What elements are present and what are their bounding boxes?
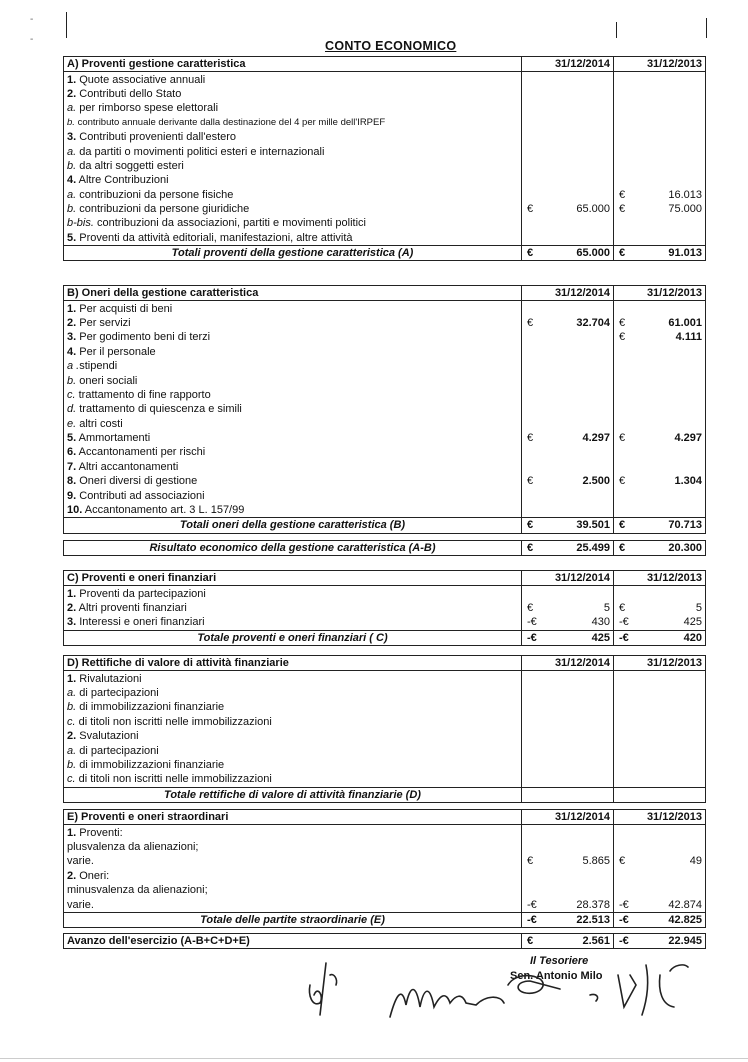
- row-label: b-bis. contribuzioni da associazioni, partiti e movimenti politici: [64, 216, 522, 230]
- table-row: [64, 503, 706, 518]
- table-row: [64, 388, 706, 402]
- total-2013: € 70.713: [614, 518, 706, 533]
- row-label: minusvalenza da alienazioni;: [64, 883, 522, 897]
- section-heading: B) Oneri della gestione caratteristica: [64, 286, 522, 301]
- row-label: b. contributo annuale derivante dalla destinazione del 4 per mille dell'IRPEF: [64, 116, 522, 130]
- value-2014: [522, 729, 614, 743]
- value-2013: [614, 772, 706, 787]
- row-label: b. oneri sociali: [64, 373, 522, 387]
- table-row: [64, 586, 706, 601]
- value-2014: [522, 586, 614, 601]
- value-2013: [614, 700, 706, 714]
- table-row: [64, 869, 706, 883]
- section-b-table: [63, 285, 706, 534]
- signature-role: Il Tesoriere: [530, 955, 589, 967]
- row-label: varie.: [64, 854, 522, 868]
- table-row: [64, 758, 706, 772]
- avanzo-2013: -€ 22.945: [614, 934, 706, 949]
- section-heading: D) Rettifiche di valore di attività finanziarie: [64, 656, 522, 671]
- signature-name: Sen. Antonio Milo: [510, 970, 603, 982]
- row-label: 2. Altri proventi finanziari: [64, 601, 522, 615]
- value-2014: [522, 116, 614, 130]
- value-2013: [614, 686, 706, 700]
- value-2013: [614, 130, 706, 144]
- value-2014: [522, 345, 614, 359]
- column-header-2013: 31/12/2013: [614, 656, 706, 671]
- row-label: a. per rimborso spese elettorali: [64, 101, 522, 115]
- row-label: 2. Contributi dello Stato: [64, 87, 522, 101]
- section-d-table: [63, 655, 706, 803]
- row-label: a. contribuzioni da persone fisiche: [64, 188, 522, 202]
- value-2013: -€ 425: [614, 615, 706, 630]
- value-2013: [614, 402, 706, 416]
- section-heading: C) Proventi e oneri finanziari: [64, 571, 522, 586]
- table-row: [64, 87, 706, 101]
- value-2013: [614, 758, 706, 772]
- table-row: [64, 359, 706, 373]
- row-label: 2. Per servizi: [64, 316, 522, 330]
- total-label: Totale rettifiche di valore di attività finanziarie (D): [64, 787, 522, 802]
- scan-mark: -: [30, 14, 34, 25]
- top-rule-right: [616, 22, 617, 38]
- value-2013: € 16.013: [614, 188, 706, 202]
- total-2013: -€ 42.825: [614, 912, 706, 927]
- column-header-2013: 31/12/2013: [614, 810, 706, 825]
- total-2014: -€ 425: [522, 630, 614, 645]
- value-2014: € 65.000: [522, 202, 614, 216]
- table-row: [64, 743, 706, 757]
- total-2014: € 65.000: [522, 246, 614, 261]
- avanzo-2014: € 2.561: [522, 934, 614, 949]
- row-label: b. di immobilizzazioni finanziarie: [64, 700, 522, 714]
- row-label: b. da altri soggetti esteri: [64, 159, 522, 173]
- value-2014: [522, 503, 614, 518]
- row-label: e. altri costi: [64, 417, 522, 431]
- value-2013: € 49: [614, 854, 706, 868]
- value-2014: [522, 359, 614, 373]
- row-label: 3. Per godimento beni di terzi: [64, 330, 522, 344]
- value-2013: [614, 373, 706, 387]
- row-label: 1. Per acquisti di beni: [64, 301, 522, 316]
- row-label: 5. Proventi da attività editoriali, manifestazioni, altre attività: [64, 231, 522, 246]
- row-label: a. da partiti o movimenti politici esteri e internazionali: [64, 144, 522, 158]
- row-label: a .stipendi: [64, 359, 522, 373]
- row-label: c. di titoli non iscritti nelle immobilizzazioni: [64, 772, 522, 787]
- value-2014: [522, 87, 614, 101]
- value-2013: [614, 743, 706, 757]
- row-label: 2. Oneri:: [64, 869, 522, 883]
- value-2013: [614, 586, 706, 601]
- value-2014: [522, 216, 614, 230]
- section-heading: E) Proventi e oneri straordinari: [64, 810, 522, 825]
- value-2014: [522, 869, 614, 883]
- value-2013: € 61.001: [614, 316, 706, 330]
- value-2013: [614, 87, 706, 101]
- table-row: [64, 854, 706, 868]
- table-row: [64, 417, 706, 431]
- value-2014: [522, 130, 614, 144]
- value-2014: [522, 159, 614, 173]
- row-label: 1. Proventi da partecipazioni: [64, 586, 522, 601]
- value-2014: [522, 417, 614, 431]
- table-row: [64, 188, 706, 202]
- result-2014: € 25.499: [522, 541, 614, 556]
- value-2014: [522, 373, 614, 387]
- top-rule-far-right: [706, 18, 707, 38]
- table-row: [64, 700, 706, 714]
- value-2013: [614, 671, 706, 686]
- row-label: 1. Proventi:: [64, 825, 522, 840]
- total-label: Totali proventi della gestione caratteristica (A): [64, 246, 522, 261]
- row-label: b. contribuzioni da persone giuridiche: [64, 202, 522, 216]
- row-label: 9. Contributi ad associazioni: [64, 488, 522, 502]
- section-a-table: [63, 56, 706, 261]
- value-2014: -€ 430: [522, 615, 614, 630]
- value-2014: [522, 671, 614, 686]
- value-2013: [614, 101, 706, 115]
- value-2013: [614, 840, 706, 854]
- value-2014: [522, 883, 614, 897]
- table-row: [64, 159, 706, 173]
- table-row: [64, 825, 706, 840]
- table-row: [64, 488, 706, 502]
- table-row: [64, 897, 706, 912]
- column-header-2014: 31/12/2014: [522, 810, 614, 825]
- value-2013: € 75.000: [614, 202, 706, 216]
- value-2013: [614, 231, 706, 246]
- value-2013: [614, 825, 706, 840]
- value-2014: [522, 231, 614, 246]
- handwritten-signature: [290, 945, 710, 1025]
- row-label: 10. Accantonamento art. 3 L. 157/99: [64, 503, 522, 518]
- value-2014: [522, 715, 614, 729]
- value-2014: € 5.865: [522, 854, 614, 868]
- column-header-2014: 31/12/2014: [522, 656, 614, 671]
- table-row: [64, 72, 706, 87]
- value-2014: [522, 301, 614, 316]
- table-row: [64, 316, 706, 330]
- value-2014: € 32.704: [522, 316, 614, 330]
- table-row: [64, 216, 706, 230]
- table-row: [64, 202, 706, 216]
- table-row: [64, 345, 706, 359]
- value-2014: [522, 188, 614, 202]
- value-2014: [522, 445, 614, 459]
- row-label: 1. Rivalutazioni: [64, 671, 522, 686]
- total-2014: € 39.501: [522, 518, 614, 533]
- value-2014: € 2.500: [522, 474, 614, 488]
- avanzo-label: Avanzo dell'esercizio (A-B+C+D+E): [64, 934, 522, 949]
- table-row: [64, 373, 706, 387]
- table-row: [64, 615, 706, 630]
- row-label: a. di partecipazioni: [64, 686, 522, 700]
- value-2014: [522, 330, 614, 344]
- column-header-2014: 31/12/2014: [522, 57, 614, 72]
- table-row: [64, 116, 706, 130]
- row-label: 4. Altre Contribuzioni: [64, 173, 522, 187]
- table-row: [64, 144, 706, 158]
- row-label: 3. Interessi e oneri finanziari: [64, 615, 522, 630]
- value-2013: [614, 144, 706, 158]
- result-table: [63, 540, 706, 556]
- total-2013: € 91.013: [614, 246, 706, 261]
- table-row: [64, 445, 706, 459]
- value-2014: [522, 758, 614, 772]
- table-row: [64, 840, 706, 854]
- row-label: 4. Per il personale: [64, 345, 522, 359]
- value-2014: [522, 488, 614, 502]
- value-2013: € 4.111: [614, 330, 706, 344]
- section-c-table: [63, 570, 706, 646]
- table-row: [64, 330, 706, 344]
- value-2013: [614, 345, 706, 359]
- page-title: CONTO ECONOMICO: [325, 39, 457, 53]
- column-header-2014: 31/12/2014: [522, 571, 614, 586]
- value-2013: [614, 869, 706, 883]
- value-2013: [614, 417, 706, 431]
- table-row: [64, 431, 706, 445]
- value-2014: [522, 101, 614, 115]
- value-2013: [614, 445, 706, 459]
- value-2013: [614, 173, 706, 187]
- value-2014: [522, 686, 614, 700]
- value-2013: € 4.297: [614, 431, 706, 445]
- table-row: [64, 173, 706, 187]
- value-2014: € 5: [522, 601, 614, 615]
- column-header-2013: 31/12/2013: [614, 571, 706, 586]
- table-row: [64, 231, 706, 246]
- table-row: [64, 402, 706, 416]
- row-label: 2. Svalutazioni: [64, 729, 522, 743]
- value-2013: [614, 72, 706, 87]
- value-2014: [522, 840, 614, 854]
- value-2013: € 1.304: [614, 474, 706, 488]
- table-row: [64, 130, 706, 144]
- value-2013: -€ 42.874: [614, 897, 706, 912]
- row-label: 1. Quote associative annuali: [64, 72, 522, 87]
- value-2014: [522, 402, 614, 416]
- value-2014: [522, 743, 614, 757]
- top-rule-left: [66, 12, 67, 38]
- table-row: [64, 883, 706, 897]
- total-label: Totali oneri della gestione caratteristica (B): [64, 518, 522, 533]
- value-2014: € 4.297: [522, 431, 614, 445]
- value-2014: [522, 388, 614, 402]
- value-2014: [522, 144, 614, 158]
- column-header-2013: 31/12/2013: [614, 57, 706, 72]
- section-e-table: [63, 809, 706, 928]
- value-2014: [522, 72, 614, 87]
- value-2013: [614, 883, 706, 897]
- value-2014: [522, 700, 614, 714]
- column-header-2013: 31/12/2013: [614, 286, 706, 301]
- column-header-2014: 31/12/2014: [522, 286, 614, 301]
- value-2013: [614, 159, 706, 173]
- table-row: [64, 686, 706, 700]
- row-label: 5. Ammortamenti: [64, 431, 522, 445]
- row-label: 7. Altri accantonamenti: [64, 460, 522, 474]
- table-row: [64, 715, 706, 729]
- value-2014: [522, 460, 614, 474]
- value-2013: [614, 715, 706, 729]
- value-2014: [522, 772, 614, 787]
- value-2013: [614, 460, 706, 474]
- row-label: c. trattamento di fine rapporto: [64, 388, 522, 402]
- value-2013: [614, 116, 706, 130]
- bottom-rule: [0, 1058, 748, 1059]
- table-row: [64, 671, 706, 686]
- value-2013: [614, 359, 706, 373]
- result-2013: € 20.300: [614, 541, 706, 556]
- row-label: c. di titoli non iscritti nelle immobilizzazioni: [64, 715, 522, 729]
- total-2014: -€ 22.513: [522, 912, 614, 927]
- scan-mark: -: [30, 34, 34, 45]
- table-row: [64, 301, 706, 316]
- result-label: Risultato economico della gestione caratteristica (A-B): [64, 541, 522, 556]
- total-2013: -€ 420: [614, 630, 706, 645]
- row-label: 6. Accantonamenti per rischi: [64, 445, 522, 459]
- table-row: [64, 101, 706, 115]
- row-label: d. trattamento di quiescenza e simili: [64, 402, 522, 416]
- value-2013: [614, 388, 706, 402]
- row-label: a. di partecipazioni: [64, 743, 522, 757]
- value-2013: [614, 301, 706, 316]
- row-label: plusvalenza da alienazioni;: [64, 840, 522, 854]
- value-2013: [614, 216, 706, 230]
- total-2013: [614, 787, 706, 802]
- value-2013: [614, 503, 706, 518]
- section-heading: A) Proventi gestione caratteristica: [64, 57, 522, 72]
- total-label: Totale delle partite straordinarie (E): [64, 912, 522, 927]
- table-row: [64, 601, 706, 615]
- value-2014: [522, 173, 614, 187]
- row-label: varie.: [64, 897, 522, 912]
- value-2013: [614, 488, 706, 502]
- value-2013: [614, 729, 706, 743]
- table-row: [64, 772, 706, 787]
- total-label: Totale proventi e oneri finanziari ( C): [64, 630, 522, 645]
- row-label: 3. Contributi provenienti dall'estero: [64, 130, 522, 144]
- table-row: [64, 460, 706, 474]
- value-2013: € 5: [614, 601, 706, 615]
- value-2014: [522, 825, 614, 840]
- value-2014: -€ 28.378: [522, 897, 614, 912]
- row-label: b. di immobilizzazioni finanziarie: [64, 758, 522, 772]
- table-row: [64, 474, 706, 488]
- row-label: 8. Oneri diversi di gestione: [64, 474, 522, 488]
- total-2014: [522, 787, 614, 802]
- table-row: [64, 729, 706, 743]
